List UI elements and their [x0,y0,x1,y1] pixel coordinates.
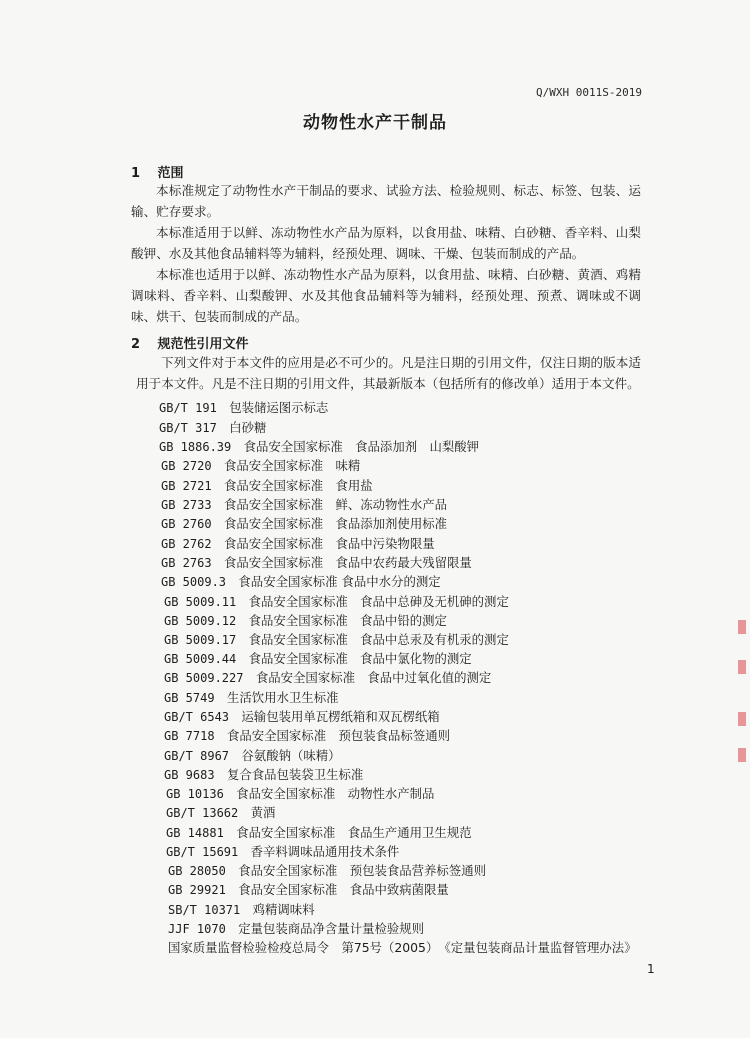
reference-code: GB 10136 [166,787,224,801]
reference-code: GB 28050 [168,864,226,878]
reference-code: GB 9683 [164,768,215,782]
paragraph: 本标准适用于以鲜、冻动物性水产品为原料，以食用盐、味精、白砂糖、香辛料、山梨酸钾、水及其他食品辅料等为辅料，经预处理、调味、干燥、包装而制成的产品。 [131,225,641,261]
reference-code: GB 1886.39 [159,440,232,454]
reference-title: 白砂糖 [229,420,267,435]
list-item [164,727,450,745]
reference-code: GB/T 8967 [164,749,230,763]
list-item [161,554,472,572]
list-item [159,399,328,417]
page-number: 1 [647,962,655,976]
list-item [159,419,266,437]
list-item [164,669,491,687]
reference-title: 食品安全国家标准 食品中总汞及有机汞的测定 [248,632,509,647]
section-title: 规范性引用文件 [157,337,249,352]
reference-code: GB 5009.12 [164,614,237,628]
reference-code: GB/T 6543 [164,710,230,724]
reference-title: 黄酒 [250,805,276,820]
section-number: 2 [131,337,141,352]
list-item [161,496,447,514]
reference-code: GB/T 13662 [166,806,239,820]
reference-code: GB 7718 [164,729,215,743]
reference-title: 谷氨酸钠（味精） [241,748,341,763]
reference-title: 食品安全国家标准 食用盐 [223,478,373,493]
scan-edge-mark [738,660,746,674]
scan-edge-mark [738,748,746,762]
list-item [164,593,509,611]
reference-title: 生活饮用水卫生标准 [226,690,339,705]
reference-code: GB 5009.11 [164,595,237,609]
reference-title: 香辛料调味品通用技术条件 [250,844,400,859]
reference-title: 复合食品包装袋卫生标准 [226,767,364,782]
reference-title: 食品安全国家标准 食品中水分的测定 [238,574,441,589]
reference-title: 食品安全国家标准 食品中总砷及无机砷的测定 [248,594,509,609]
reference-code: GB 2762 [161,537,212,551]
reference-title: 食品安全国家标准 食品中污染物限量 [223,536,435,551]
reference-code: GB 2721 [161,479,212,493]
document-number: Q/WXH 0011S-2019 [536,86,642,99]
reference-code: GB 5009.3 [161,575,227,589]
paragraph: 下列文件对于本文件的应用是必不可少的。凡是注日期的引用文件，仅注日期的版本适用于本文件。凡是不注日期的引用文件，其最新版本（包括所有的修改单）适用于本文件。 [136,355,641,391]
reference-title: 食品安全国家标准 食品生产通用卫生规范 [236,825,472,840]
list-item [166,824,472,842]
reference-code: GB 5009.227 [164,671,244,685]
list-item [164,708,440,726]
reference-title: 运输包装用单瓦楞纸箱和双瓦楞纸箱 [241,709,440,724]
list-item [161,477,373,495]
list-item [164,650,472,668]
scan-edge-mark [738,712,746,726]
section-title: 范围 [157,166,184,181]
list-item [161,535,435,553]
reference-title: 食品安全国家标准 食品中农药最大残留限量 [223,555,472,570]
reference-code: GB 2760 [161,517,212,531]
section-heading-normative-references [131,333,249,352]
list-item [159,438,479,456]
paragraph: 本标准也适用于以鲜、冻动物性水产品为原料，以食用盐、味精、白砂糖、黄酒、鸡精调味料、香辛料、山梨酸钾、水及其他食品辅料等为辅料，经预处理、预煮、调味或不调味、烘干、包装而制成的产品。 [131,267,641,324]
list-item [168,881,449,899]
reference-title: 定量包装商品净含量计量检验规则 [238,921,425,936]
list-item [164,612,447,630]
reference-title: 食品安全国家标准 食品添加剂 山梨酸钾 [243,439,480,454]
list-item [164,631,509,649]
list-item [168,920,424,938]
list-item [164,747,341,765]
list-item [166,804,275,822]
reference-code: GB 2763 [161,556,212,570]
reference-title: 食品安全国家标准 食品中铅的测定 [248,613,447,628]
reference-code: GB/T 15691 [166,845,239,859]
list-item [166,843,399,861]
section-number: 1 [131,166,141,181]
paragraph: 本标准规定了动物性水产干制品的要求、试验方法、检验规则、标志、标签、包装、运输、贮存要求。 [131,183,641,219]
section-heading-scope [131,162,184,181]
reference-title: 包装储运图示标志 [229,400,329,415]
list-item [164,689,338,707]
list-item [166,785,434,803]
reference-title: 食品安全国家标准 食品中致病菌限量 [238,882,449,897]
list-item [164,766,363,784]
scan-edge-mark [738,620,746,634]
reference-code: GB/T 191 [159,401,217,415]
reference-code: 国家质量监督检验检疫总局令 第75号（2005） [168,940,433,955]
reference-title: 食品安全国家标准 预包装食品营养标签通则 [238,863,486,878]
reference-code: GB 2720 [161,459,212,473]
reference-title: 食品安全国家标准 鲜、冻动物性水产品 [223,497,447,512]
reference-code: GB 14881 [166,826,224,840]
reference-code: GB 5749 [164,691,215,705]
reference-title: 食品安全国家标准 动物性水产制品 [236,786,435,801]
reference-title: 《定量包装商品计量监督管理办法》 [444,940,637,955]
list-item [168,939,637,957]
reference-code: GB 5009.17 [164,633,237,647]
reference-code: JJF 1070 [168,922,226,936]
reference-title: 食品安全国家标准 食品中过氧化值的测定 [255,670,492,685]
list-item [161,457,360,475]
list-item [161,573,441,591]
reference-title: 鸡精调味料 [252,902,315,917]
list-item [168,862,486,880]
reference-title: 食品安全国家标准 预包装食品标签通则 [226,728,450,743]
reference-code: SB/T 10371 [168,903,241,917]
reference-title: 食品安全国家标准 食品中氯化物的测定 [248,651,472,666]
reference-title: 食品安全国家标准 味精 [223,458,361,473]
list-item [161,515,447,533]
reference-title: 食品安全国家标准 食品添加剂使用标准 [223,516,447,531]
reference-code: GB/T 317 [159,421,217,435]
list-item [168,901,315,919]
reference-code: GB 5009.44 [164,652,237,666]
reference-code: GB 29921 [168,883,226,897]
reference-code: GB 2733 [161,498,212,512]
document-title: 动物性水产干制品 [303,113,447,133]
